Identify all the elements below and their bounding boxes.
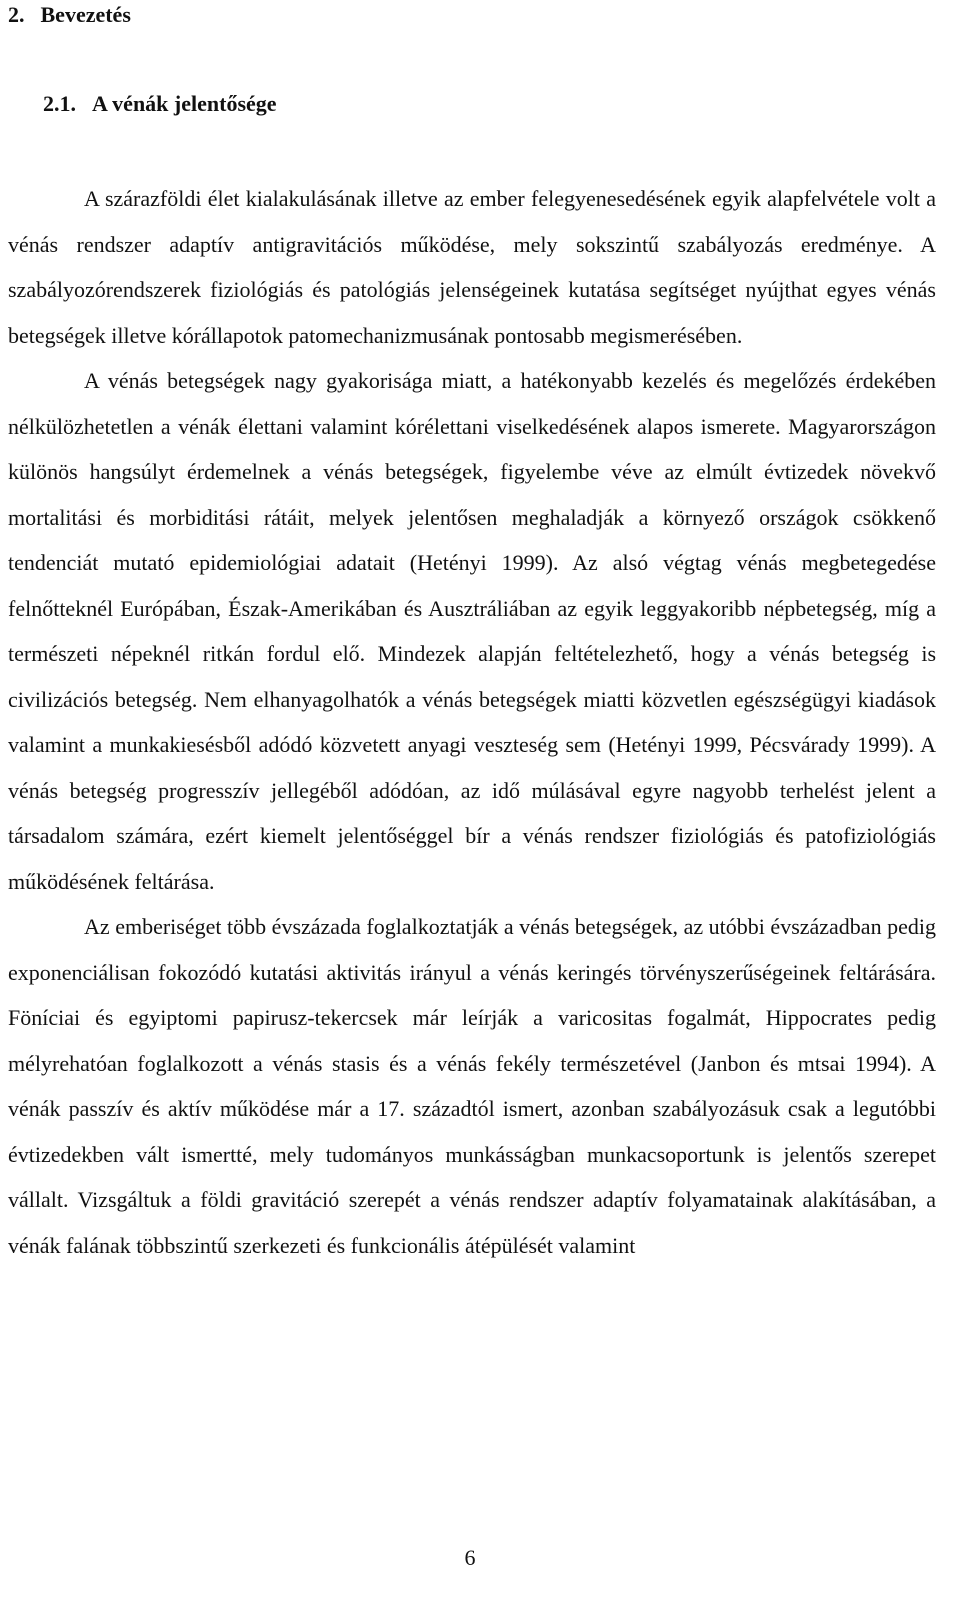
chapter-title: Bevezetés xyxy=(40,2,131,27)
body-text xyxy=(8,176,936,1268)
chapter-number: 2. xyxy=(8,2,25,27)
paragraph-3: Az emberiséget több évszázada foglalkoztatják a vénás betegségek, az utóbbi évszázadban pedig exponenciálisan fokozódó kutatási aktivitás irányul a vénás keringés törvényszerűségeinek feltárására. Föníciai és egyiptomi papirusz-tekercsek már leírják a varicositas fogalmát, Hippocrates pedig mélyrehatóan foglalkozott a vénás stasis és a vénás fekély természetével (Janbon és mtsai 1994). A vénák passzív és aktív működése már a 17. századtól ismert, azonban szabályozásuk csak a legutóbbi évtizedekben vált ismertté, mely tudományos munkásságban munkacsoportunk is jelentős szerepet vállalt. Vizsgáltuk a földi gravitáció szerepét a vénás rendszer adaptív folyamatainak alakításában, a vénák falának többszintű szerkezeti és funkcionális átépülését valamint xyxy=(8,914,936,1258)
section-heading xyxy=(43,91,277,117)
page-number: 6 xyxy=(464,1545,476,1570)
chapter-heading xyxy=(8,2,131,28)
section-number: 2.1. xyxy=(43,91,76,116)
section-title: A vénák jelentősége xyxy=(92,91,277,116)
paragraph-2: A vénás betegségek nagy gyakorisága miatt, a hatékonyabb kezelés és megelőzés érdekében nélkülözhetetlen a vénák élettani valamint kórélettani viselkedésének alapos ismerete. Magyarországon különös hangsúlyt érdemelnek a vénás betegségek, figyelembe véve az elmúlt évtizedek növekvő mortalitási és morbiditási rátáit, melyek jelentősen meghaladják a környező országok csökkenő tendenciát mutató epidemiológiai adatait (Hetényi 1999). Az alsó végtag vénás megbetegedése felnőtteknél Európában, Észak-Amerikában és Ausztráliában az egyik leggyakoribb népbetegség, míg a természeti népeknél ritkán fordul elő. Mindezek alapján feltételezhető, hogy a vénás betegség is civilizációs betegség. Nem elhanyagolhatók a vénás betegségek miatti közvetlen egészségügyi kiadások valamint a munkakiesésből adódó közvetett anyagi veszteség sem (Hetényi 1999, Pécsvárady 1999). A vénás betegség progresszív jellegéből adódóan, az idő múlásával egyre nagyobb terhelést jelent a társadalom számára, ezért kiemelt jelentőséggel bír a vénás rendszer fiziológiás és patofiziológiás működésének feltárása. xyxy=(8,368,936,894)
paragraph-1: A szárazföldi élet kialakulásának illetve az ember felegyenesedésének egyik alapfelvétele volt a vénás rendszer adaptív antigravitációs működése, mely sokszintű szabályozás eredménye. A szabályozórendszerek fiziológiás és patológiás jelenségeinek kutatása segítséget nyújthat egyes vénás betegségek illetve kórállapotok patomechanizmusának pontosabb megismerésében. xyxy=(8,186,936,348)
